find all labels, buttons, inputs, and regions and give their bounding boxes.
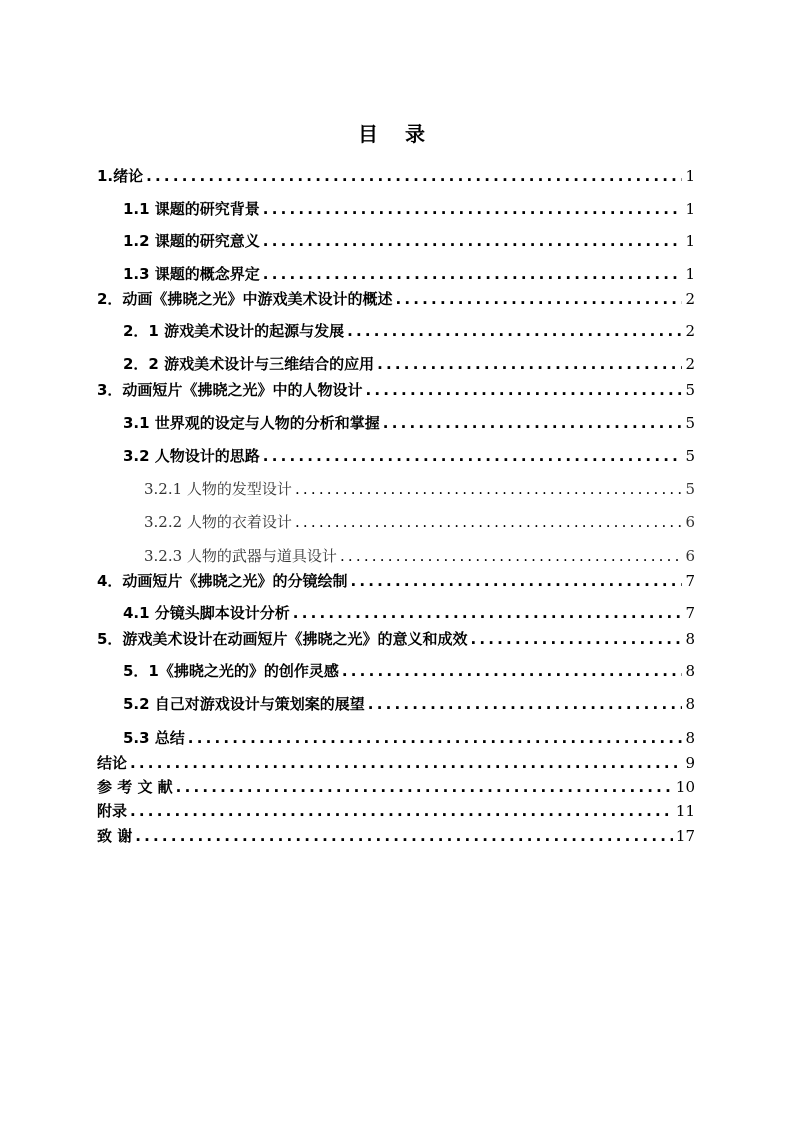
toc-entry[interactable] [123, 231, 695, 251]
toc-page-number: 1 [685, 232, 695, 250]
toc-entry[interactable] [123, 446, 695, 466]
toc-page-number: 2 [685, 322, 695, 340]
toc-leader-dots [347, 321, 682, 341]
toc-entry-text: 3．动画短片《拂晓之光》中的人物设计 [97, 381, 363, 399]
toc-entry-text: 2．动画《拂晓之光》中游戏美术设计的概述 [97, 290, 393, 308]
toc-entry[interactable] [97, 629, 695, 649]
toc-page-number: 5 [685, 414, 695, 432]
toc-entry[interactable] [123, 694, 695, 714]
toc-entry-text: 3.2.3 人物的武器与道具设计 [144, 547, 337, 565]
toc-entry-text: 1.1 课题的研究背景 [123, 200, 260, 218]
toc-page-number: 7 [685, 572, 695, 590]
toc-entry[interactable] [144, 512, 695, 532]
toc-page-number: 5 [685, 480, 695, 498]
toc-page-number: 6 [685, 547, 695, 565]
toc-entry[interactable] [123, 264, 695, 284]
toc-page-number: 5 [685, 381, 695, 399]
toc-entry-text: 4.1 分镜头脚本设计分析 [123, 604, 290, 622]
toc-entry[interactable] [97, 166, 695, 186]
toc-entry[interactable] [144, 479, 695, 499]
toc-entry-text: 结论 [97, 754, 128, 772]
toc-entry-text: 致 谢 [97, 827, 133, 845]
toc-leader-dots [176, 777, 673, 797]
toc-page-number: 1 [685, 200, 695, 218]
toc-page-number: 11 [675, 802, 695, 820]
toc-entry-text: 2．1 游戏美术设计的起源与发展 [123, 322, 345, 340]
toc-leader-dots [295, 512, 683, 532]
toc-leader-dots [263, 264, 683, 284]
toc-leader-dots [368, 694, 683, 714]
toc-entry-text: 1.2 课题的研究意义 [123, 232, 260, 250]
toc-page-number: 1 [685, 167, 695, 185]
toc-entry[interactable] [97, 289, 695, 309]
toc-page-number: 17 [675, 827, 695, 845]
toc-entry-text: 3.2 人物设计的思路 [123, 447, 260, 465]
toc-page-number: 10 [675, 778, 695, 796]
toc-leader-dots [293, 603, 683, 623]
toc-entry-text: 1.绪论 [97, 167, 144, 185]
toc-page-number: 8 [685, 695, 695, 713]
toc-leader-dots [130, 801, 673, 821]
toc-page-number: 5 [685, 447, 695, 465]
toc-entry[interactable] [97, 571, 695, 591]
toc-leader-dots [377, 354, 682, 374]
toc-leader-dots [395, 289, 682, 309]
toc-entry-text: 4．动画短片《拂晓之光》的分镜绘制 [97, 572, 348, 590]
toc-entry-text: 3.2.1 人物的发型设计 [144, 480, 292, 498]
toc-leader-dots [135, 826, 673, 846]
toc-leader-dots [295, 479, 683, 499]
toc-entry[interactable] [123, 728, 695, 748]
toc-leader-dots [365, 380, 682, 400]
toc-leader-dots [263, 446, 683, 466]
toc-page-number: 7 [685, 604, 695, 622]
toc-entry-text: 5.2 自己对游戏设计与策划案的展望 [123, 695, 365, 713]
toc-entry-text: 5．游戏美术设计在动画短片《拂晓之光》的意义和成效 [97, 630, 468, 648]
toc-entry[interactable] [97, 826, 695, 846]
toc-entry[interactable] [144, 546, 695, 566]
toc-leader-dots [263, 231, 683, 251]
toc-entry-text: 5．1《拂晓之光的》的创作灵感 [123, 662, 339, 680]
toc-page-number: 8 [685, 630, 695, 648]
toc-entry[interactable] [123, 199, 695, 219]
toc-page-number: 2 [685, 355, 695, 373]
toc-leader-dots [188, 728, 683, 748]
toc-entry-text: 参 考 文 献 [97, 778, 173, 796]
toc-entry[interactable] [123, 413, 695, 433]
toc-entry-text: 3.1 世界观的设定与人物的分析和掌握 [123, 414, 380, 432]
toc-entry[interactable] [123, 321, 695, 341]
toc-page-number: 2 [685, 290, 695, 308]
toc-leader-dots [350, 571, 682, 591]
toc-page-number: 9 [685, 754, 695, 772]
toc-entry-text: 2．2 游戏美术设计与三维结合的应用 [123, 355, 375, 373]
toc-entry-text: 3.2.2 人物的衣着设计 [144, 513, 292, 531]
toc-leader-dots [342, 661, 683, 681]
toc-leader-dots [146, 166, 682, 186]
toc-entry[interactable] [97, 380, 695, 400]
toc-title: 目 录 [358, 122, 435, 146]
toc-entry-text: 附录 [97, 802, 128, 820]
toc-leader-dots [340, 546, 683, 566]
toc-page-number: 8 [685, 662, 695, 680]
toc-entry[interactable] [123, 661, 695, 681]
toc-leader-dots [130, 753, 682, 773]
toc-page-number: 8 [685, 729, 695, 747]
toc-page-number: 1 [685, 265, 695, 283]
toc-leader-dots [263, 199, 683, 219]
toc-entry[interactable] [97, 777, 695, 797]
toc-entry-text: 1.3 课题的概念界定 [123, 265, 260, 283]
toc-entry[interactable] [97, 753, 695, 773]
toc-page-number: 6 [685, 513, 695, 531]
toc-leader-dots [470, 629, 682, 649]
toc-leader-dots [383, 413, 683, 433]
toc-entry-text: 5.3 总结 [123, 729, 185, 747]
toc-entry[interactable] [97, 801, 695, 821]
toc-entry[interactable] [123, 354, 695, 374]
toc-entry[interactable] [123, 603, 695, 623]
